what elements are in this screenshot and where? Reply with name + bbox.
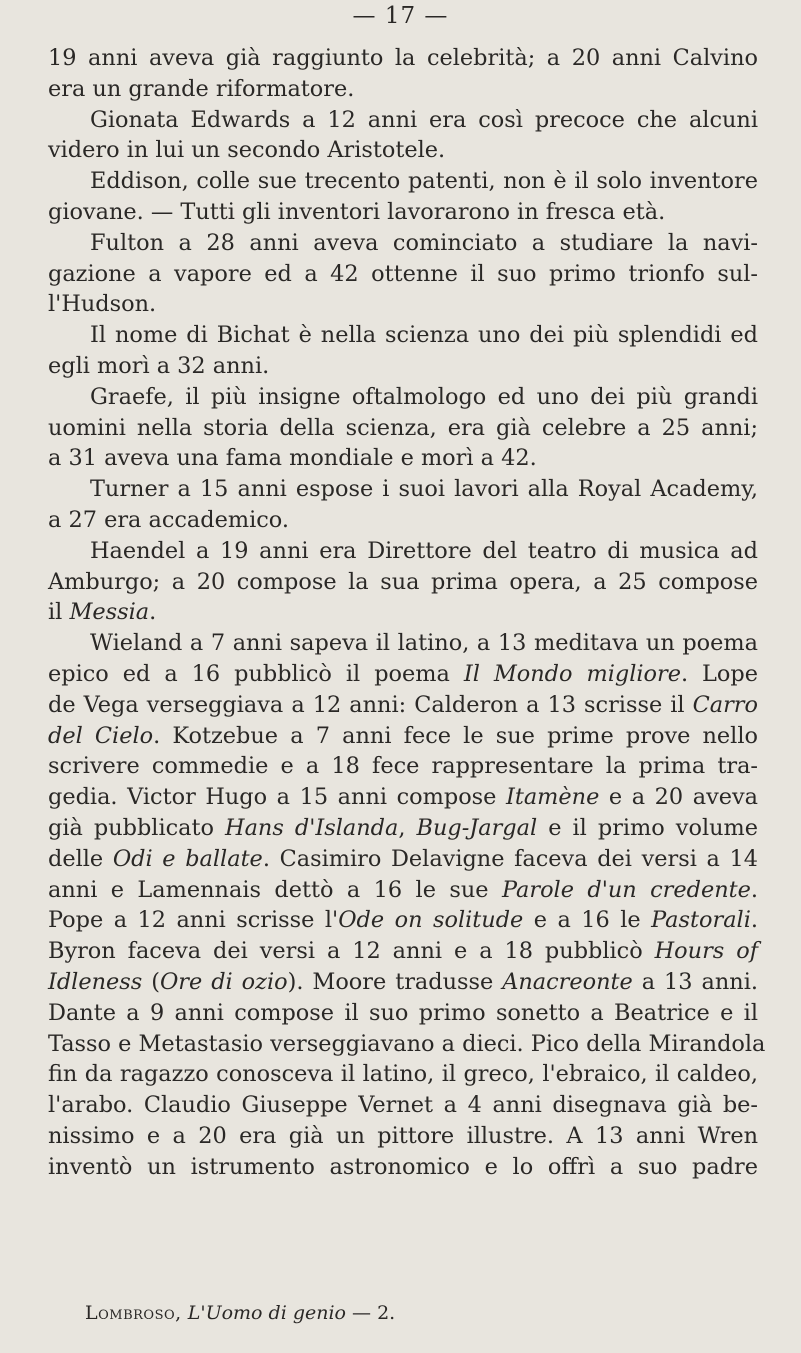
text-line: Il nome di Bichat è nella scienza uno dei più splendidi ed	[90, 322, 758, 349]
text-run: de Vega verseggiava a 12 anni: Calderon a 13 scrisse il	[48, 691, 693, 718]
text-line: era un grande riformatore.	[48, 75, 355, 102]
work-title: Hans d'Islanda	[225, 814, 399, 841]
text-line: Graefe, il più insigne oftalmologo ed uno dei più grandi	[90, 383, 758, 410]
footer-author: Lombroso,	[85, 1302, 182, 1324]
page-number: — 17 —	[352, 3, 449, 29]
text-run: .	[750, 876, 758, 903]
text-line	[48, 690, 758, 721]
text-run: Pope a 12 anni scrisse l'	[48, 907, 339, 934]
text-run: ). Moore tradusse	[287, 968, 503, 995]
text-run: .	[149, 599, 157, 626]
footer-signature	[85, 1302, 395, 1324]
text-line: scrivere commedie e a 18 fece rappresentare la prima tra-	[48, 753, 758, 780]
text-run: a 13 anni.	[632, 968, 758, 995]
work-title: Bug-Jargal	[416, 814, 538, 841]
text-line: Amburgo; a 20 compose la sua prima opera, a 25 compose	[48, 568, 758, 595]
text-line: Dante a 9 anni compose il suo primo sonetto a Beatrice e il	[48, 999, 758, 1026]
text-line: l'arabo. Claudio Giuseppe Vernet a 4 anni disegnava già be-	[48, 1092, 758, 1119]
paragraph-haendel	[48, 536, 758, 628]
text-line: nissimo e a 20 era già un pittore illustre. A 13 anni Wren	[48, 1122, 758, 1149]
text-run: (	[142, 968, 160, 995]
paragraph-fulton	[48, 228, 758, 320]
text-run: . Lope	[680, 660, 758, 687]
text-line: Eddison, colle sue trecento patenti, non è il solo inventore	[90, 168, 758, 195]
text-line	[48, 659, 758, 690]
paragraph-eddison	[48, 166, 758, 228]
text-run: già pubblicato	[48, 814, 226, 841]
work-title: del Cielo	[48, 722, 154, 749]
paragraph-bichat	[48, 320, 758, 382]
text-line: a 27 era accademico.	[48, 506, 289, 533]
text-run: gedia. Victor Hugo a 15 anni compose	[48, 784, 506, 811]
text-line: giovane. — Tutti gli inventori lavorarono in fresca età.	[48, 198, 666, 225]
work-title: Parole d'un credente	[501, 876, 751, 903]
text-line: videro in lui un secondo Aristotele.	[48, 137, 446, 164]
text-line: l'Hudson.	[48, 291, 157, 318]
work-title: Odi e ballate	[112, 845, 263, 872]
text-run: anni e Lamennais dettò a 16 le sue	[48, 876, 502, 903]
text-run: delle	[48, 845, 113, 872]
work-title: Il Mondo migliore	[463, 660, 681, 687]
text-run: e a 20 aveva	[599, 784, 758, 811]
text-line	[48, 905, 758, 936]
text-line	[48, 597, 758, 628]
text-line: egli morì a 32 anni.	[48, 352, 270, 379]
text-line: inventò un istrumento astronomico e lo offrì a suo padre	[48, 1153, 758, 1180]
text-run: il	[48, 599, 70, 626]
text-run: e il primo volume	[537, 814, 759, 841]
text-line: Fulton a 28 anni aveva cominciato a studiare la navi-	[90, 229, 758, 256]
text-run: epico ed a 16 pubblicò il poema	[48, 660, 464, 687]
text-run: Byron faceva dei versi a 12 anni e a 18 pubblicò	[48, 938, 655, 965]
work-title: Messia	[69, 599, 150, 626]
work-title: Idleness	[48, 968, 143, 995]
text-line: Gionata Edwards a 12 anni era così precoce che alcuni	[90, 106, 758, 133]
text-run: ,	[398, 814, 417, 841]
text-line	[48, 721, 758, 752]
text-run: . Kotzebue a 7 anni fece le sue prime prove nello	[153, 722, 758, 749]
text-line: a 31 aveva una fama mondiale e morì a 42.	[48, 445, 537, 472]
text-line	[48, 844, 758, 875]
work-title: Ore di ozio	[159, 968, 288, 995]
body-text	[48, 43, 766, 1182]
text-run: .	[750, 907, 759, 934]
text-line: Wieland a 7 anni sapeva il latino, a 13 meditava un poema	[90, 630, 758, 657]
work-title: Anacreonte	[502, 968, 633, 995]
work-title: Ode on solitude	[338, 907, 524, 934]
text-line: uomini nella storia della scienza, era già celebre a 25 anni;	[48, 414, 758, 441]
text-run: . Casimiro Delavigne faceva dei versi a 14	[262, 845, 758, 872]
text-line: Turner a 15 anni espose i suoi lavori alla Royal Academy,	[90, 476, 758, 503]
text-line: Haendel a 19 anni era Direttore del teatro di musica ad	[90, 537, 758, 564]
text-line: gazione a vapore ed a 42 ottenne il suo primo trionfo sul-	[48, 260, 758, 287]
work-title: Hours of	[654, 938, 758, 965]
footer-book-title: L'Uomo di genio	[187, 1302, 346, 1324]
footer-signature-number: — 2.	[352, 1302, 396, 1324]
text-line	[48, 875, 758, 906]
paragraph-graefe	[48, 382, 758, 474]
work-title: Pastorali	[651, 907, 751, 934]
text-run: e a 16 le	[523, 907, 652, 934]
paragraph-calvino	[48, 43, 758, 105]
text-line	[48, 936, 758, 967]
text-line	[48, 782, 758, 813]
text-line: Tasso e Metastasio verseggiavano a dieci. Pico della Mirandola	[48, 1030, 766, 1057]
work-title: Carro	[692, 691, 758, 718]
text-line: 19 anni aveva già raggiunto la celebrità; a 20 anni Calvino	[48, 45, 758, 71]
paragraph-wieland	[48, 628, 766, 1182]
paragraph-turner	[48, 474, 758, 536]
text-line	[48, 967, 758, 998]
text-line	[48, 813, 758, 844]
work-title: Itamène	[505, 784, 600, 811]
text-line: fin da ragazzo conosceva il latino, il greco, l'ebraico, il caldeo,	[48, 1061, 758, 1088]
paragraph-edwards	[48, 105, 758, 167]
